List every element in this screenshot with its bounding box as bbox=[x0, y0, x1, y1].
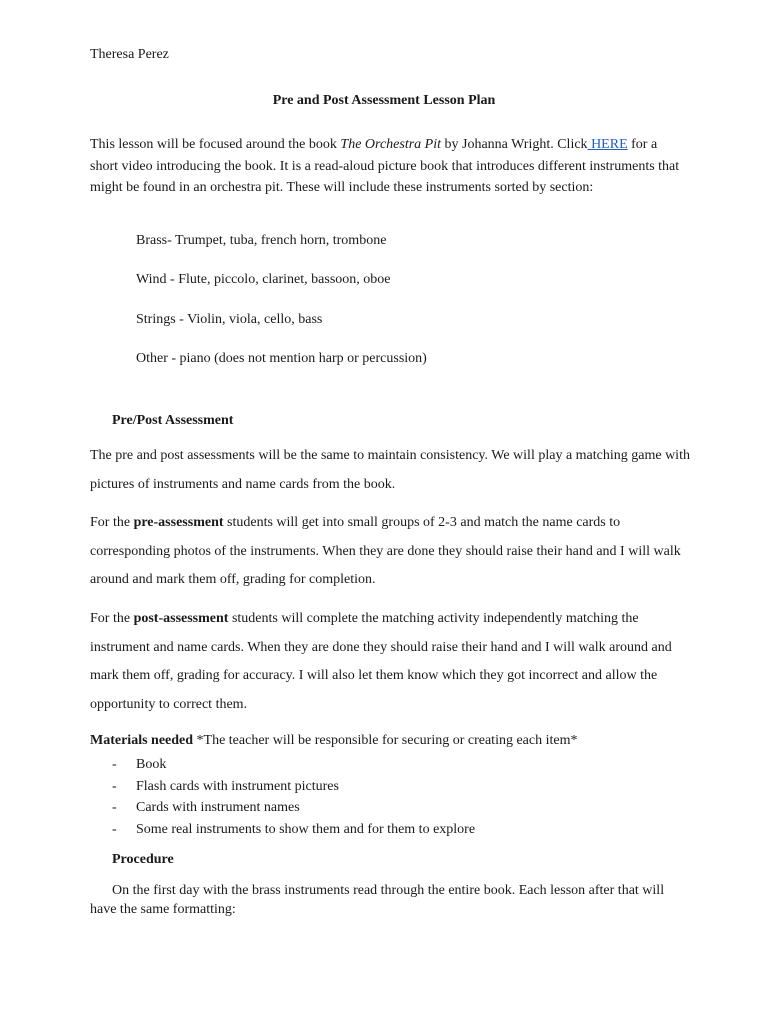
materials-list bbox=[112, 754, 475, 840]
post-rest: students will complete the matching activity independently matching the instrument and name cards. When they are done they should raise their hand and I will walk around and mark them off, grading for accuracy. I will also let them know which they got incorrect and allow the opportunity to correct them. bbox=[90, 611, 672, 712]
video-link[interactable]: HERE bbox=[587, 137, 628, 152]
list-item: - Cards with instrument names bbox=[112, 797, 475, 819]
list-item: - Some real instruments to show them and for them to explore bbox=[112, 819, 475, 841]
intro-rest: for a short video introducing the book. It is a read-aloud picture book that introduces different instruments that might be found in an orchestra pit. These will include these instruments sorted by section: bbox=[90, 137, 680, 195]
post-assessment-term: post-assessment bbox=[133, 611, 229, 626]
materials-note: *The teacher will be responsible for securing or creating each item* bbox=[193, 733, 578, 748]
intro-after-book: by Johanna Wright. Click bbox=[441, 137, 588, 152]
post-assessment-paragraph bbox=[90, 605, 690, 719]
pre-lead: For the bbox=[90, 515, 134, 530]
pre-rest: students will get into small groups of 2-3 and match the name cards to corresponding photos of the instruments. When they are done they should raise their hand and I will walk around and mark them off, grading for completion. bbox=[90, 515, 681, 587]
pre-assessment-paragraph bbox=[90, 509, 690, 595]
book-title: The Orchestra Pit bbox=[340, 137, 441, 152]
category-wind: Wind - Flute, piccolo, clarinet, bassoon, oboe bbox=[136, 272, 391, 287]
post-lead: For the bbox=[90, 611, 134, 626]
category-other: Other - piano (does not mention harp or percussion) bbox=[136, 351, 427, 366]
document-title: Pre and Post Assessment Lesson Plan bbox=[272, 93, 496, 108]
materials-line bbox=[90, 733, 690, 749]
list-item: - Book bbox=[112, 754, 475, 776]
assessment-paragraph-1: The pre and post assessments will be the same to maintain consistency. We will play a matching game with pictures of instruments and name cards from the book. bbox=[90, 448, 690, 492]
materials-heading: Materials needed bbox=[90, 733, 194, 748]
intro-paragraph bbox=[90, 134, 680, 199]
list-item: - Flash cards with instrument pictures bbox=[112, 776, 475, 798]
assessment-heading: Pre/Post Assessment bbox=[112, 413, 234, 428]
category-brass: Brass- Trumpet, tuba, french horn, trombone bbox=[136, 233, 387, 248]
pre-assessment-term: pre-assessment bbox=[133, 515, 224, 530]
author-name: Theresa Perez bbox=[90, 47, 169, 62]
procedure-heading: Procedure bbox=[112, 852, 174, 867]
intro-before-book: This lesson will be focused around the book bbox=[90, 137, 341, 152]
procedure-paragraph: On the first day with the brass instruments read through the entire book. Each lesson after that will have the same formatting: bbox=[90, 883, 665, 917]
category-strings: Strings - Violin, viola, cello, bass bbox=[136, 312, 323, 327]
